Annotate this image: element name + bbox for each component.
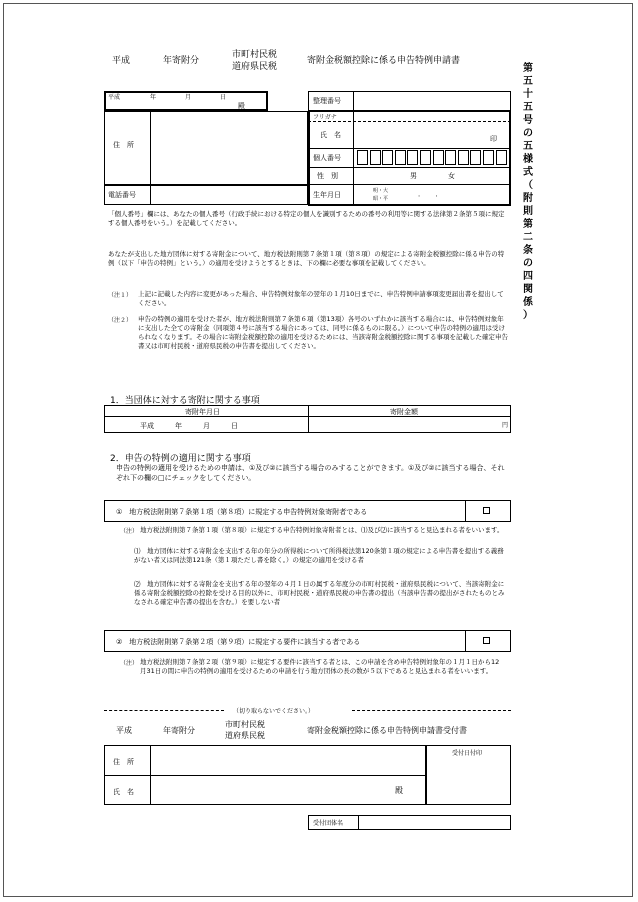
address-label: 住 所	[113, 141, 134, 149]
date-year: 年	[150, 94, 157, 101]
note2-label: （注２）	[108, 317, 133, 324]
item1-sub2: ⑵ 地方団体に対する寄附金を支出する年の翌年の４月１日の属する年度分の市町村民税・道府県民税について、当該寄附金に係る寄附金税額控除の控除を受ける目的以外に、市町村民税・道府県民税の申告書の提出（当該申告書の提出がされたものとみなされる確定申告書の提出を含む。）を要しない者	[134, 580, 505, 606]
cut-label: （切り取らないでください。）	[233, 708, 315, 715]
receipt-tax-prefectural: 道府県民税	[225, 731, 265, 740]
receipt-era: 平成	[116, 726, 132, 735]
header-title: 寄附金税額控除に係る申告特例申請書	[307, 56, 461, 66]
donation-date-field[interactable]: 平成 年 月 日	[140, 422, 238, 430]
kojin-digit-cell[interactable]	[357, 150, 368, 165]
header-tax-municipal: 市町村民税	[232, 50, 278, 60]
kojin-note: 「個人番号」欄には、あなたの個人番号（行政手続における特定の個人を識別するための番号の利用等に関する法律第２条第５項に規定する個人番号をいう。）を記載してください。	[108, 210, 505, 227]
receipt-title: 寄附金税額控除に係る申告特例申請書受付書	[307, 726, 467, 735]
seiri-label: 整理番号	[313, 97, 341, 105]
receipt-address-label: 住 所	[113, 758, 134, 766]
kojin-digit-cell[interactable]	[395, 150, 406, 165]
kojin-digit-cell[interactable]	[433, 150, 444, 165]
item2-note-label: （注）	[120, 660, 139, 667]
cut-line-right	[352, 710, 511, 711]
donation-amount-field[interactable]	[309, 417, 510, 432]
receipt-tax-municipal: 市町村民税	[225, 720, 265, 729]
birth-label: 生年月日	[313, 191, 341, 199]
phone-label: 電話番号	[108, 191, 136, 199]
receipt-org-label: 受付団体名	[313, 820, 344, 827]
kojin-digit-cell[interactable]	[370, 150, 381, 165]
receipt-stamp-label: 受付日付印	[452, 750, 483, 757]
kojin-digit-cell[interactable]	[470, 150, 481, 165]
note1-text: 上記に記載した内容に変更があった場合、申告特例対象年の翌年の１月10日までに、申告特例申請事項変更届出書を提出してください。	[138, 290, 504, 307]
phone-field[interactable]	[150, 185, 308, 205]
main-paragraph: あなたが支出した地方団体に対する寄附金について、地方税法附則第７条第１項（第８項）の規定による寄附金税額控除に係る申告の特例（以下「申告の特例」という。）の適用を受けようとするときは、下の欄に必要な事項を記載してください。	[108, 250, 505, 267]
birth-era-bottom: 昭・平	[373, 196, 389, 202]
address-field[interactable]	[150, 111, 308, 185]
section1-heading: 1．当団体に対する寄附に関する事項	[110, 396, 260, 406]
item2-checkbox[interactable]	[483, 637, 490, 644]
furigana-label: フリガナ	[313, 114, 337, 121]
receipt-name-label: 氏 名	[113, 788, 134, 796]
gender-label: 性 別	[317, 172, 338, 180]
item1-label: ① 地方税法附則第７条第１項（第８項）に規定する申告特例対象寄附者である	[116, 508, 368, 516]
header-era: 平成	[112, 56, 131, 66]
cut-line-left	[104, 710, 224, 711]
kojin-digit-cell[interactable]	[483, 150, 494, 165]
side-title: 第 五 十 五 号 の 五 様 式 （ 附 則 第 二 条 の 四 関 係 ）	[523, 63, 533, 321]
seal-mark: 印	[490, 135, 497, 143]
header-tax-prefectural: 道府県民税	[232, 62, 278, 72]
receipt-dono: 殿	[395, 786, 403, 795]
kojin-digit-cell[interactable]	[458, 150, 469, 165]
section2-heading: 2．申告の特例の適用に関する事項	[110, 454, 251, 464]
date-day: 日	[220, 94, 227, 101]
birth-dots: ． ．	[418, 190, 443, 198]
item2-label: ② 地方税法附則第７条第２項（第９項）に規定する要件に該当する者である	[116, 638, 361, 646]
item1-checkbox[interactable]	[483, 507, 490, 514]
date-month: 月	[185, 94, 192, 101]
gender-male[interactable]: 男	[410, 172, 417, 180]
note2-text: 申告の特例の適用を受けた者が、地方税法附則第７条第６項（第13項）各号のいずれかに該当する場合には、申告特例対象年に支出した全ての寄附金（同項第４号に該当する場合にあっては、同号に係るものに限る。）について申告の特例の適用は受けられなくなります。その場合に寄附金税額控除の適用を受けるためには、当該寄附金税額控除に関する事項を記載した確定申告書又は市町村民税・道府県民税の申告書を提出してください。	[138, 315, 508, 350]
name-field[interactable]	[354, 122, 484, 148]
yen-unit: 円	[502, 422, 509, 429]
birth-era-top: 明・大	[373, 188, 389, 194]
item1-note-label: （注）	[120, 528, 139, 535]
kojin-digit-cell[interactable]	[382, 150, 393, 165]
note1-label: （注１）	[108, 292, 133, 299]
kojin-label: 個人番号	[313, 154, 341, 162]
item1-note: 地方税法附則第７条第１項（第８項）に規定する申告特例対象寄附者とは、⑴及び⑵に該当すると見込まれる者をいいます。	[140, 526, 504, 534]
item2-note: 地方税法附則第７条第２項（第９項）に規定する要件に該当する者とは、この申請を含め申告特例対象年の１月１日から12月31日の間に申告の特例の適用を受けるための申請を行う地方団体の長の数が５以下であると見込まれる者をいいます。	[140, 658, 500, 675]
kojin-digit-cell[interactable]	[407, 150, 418, 165]
gender-female[interactable]: 女	[448, 172, 455, 180]
col-donation-amount: 寄附金額	[390, 408, 418, 416]
kojin-digit-cell[interactable]	[496, 150, 507, 165]
section2-intro: 申告の特例の適用を受けるための申請は、①及び②に該当する場合のみすることができます。①及び②に該当する場合、それぞれ下の欄の□にチェックをしてください。	[116, 464, 505, 482]
date-dono: 殿	[238, 102, 245, 110]
header-year-part: 年寄附分	[163, 56, 200, 66]
col-donation-date: 寄附年月日	[185, 408, 220, 416]
date-era: 平成	[108, 94, 121, 101]
kojin-digit-cell[interactable]	[420, 150, 431, 165]
receipt-year-part: 年寄附分	[163, 726, 195, 735]
kojin-digit-cell[interactable]	[445, 150, 456, 165]
name-label: 氏 名	[320, 131, 341, 139]
item1-sub1: ⑴ 地方団体に対する寄附金を支出する年の年分の所得税について所得税法第120条第１項の規定による申告書を提出する義務がない者又は同法第121条（第１項ただし書を除く。）の規定の適用を受ける者	[134, 547, 504, 564]
